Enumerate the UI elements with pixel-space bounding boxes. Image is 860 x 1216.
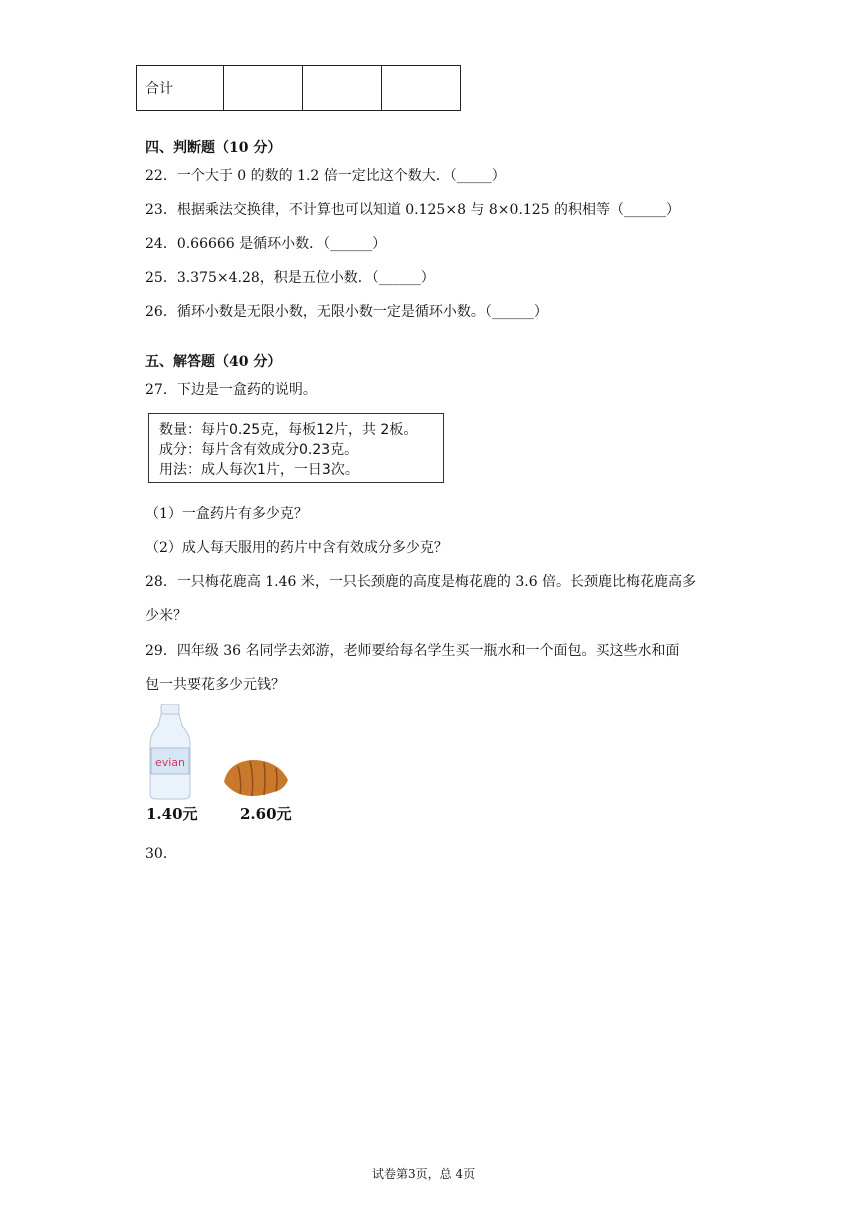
- table-cell: [224, 66, 303, 111]
- question-27-sub-2: （2）成人每天服用的药片中含有效成分多少克？: [145, 540, 448, 556]
- question-29-line-1: 29．四年级 36 名同学去郊游，老师要给每名学生买一瓶水和一个面包。买这些水和面: [145, 643, 680, 659]
- medicine-ingredient: 成分：每片含有效成分0.23克。: [159, 442, 359, 458]
- summary-table: [136, 65, 461, 111]
- question-27: 27．下边是一盒药的说明。: [145, 382, 317, 398]
- question-28-line-1: 28．一只梅花鹿高 1.46 米，一只长颈鹿的高度是梅花鹿的 3.6 倍。长颈鹿比梅花鹿高多: [145, 574, 697, 590]
- table-row: [137, 66, 461, 111]
- medicine-quantity: 数量：每片0.25克，每板12片，共 2板。: [159, 422, 418, 438]
- water-price: 1.40元: [146, 805, 198, 823]
- section-heading-answer: 五、解答题（40 分）: [145, 354, 282, 370]
- table-cell: [303, 66, 382, 111]
- question-22: 22．一个大于 0 的数的 1.2 倍一定比这个数大．（_____）: [145, 168, 506, 184]
- question-24: 24．0.66666 是循环小数．（______）: [145, 236, 387, 252]
- question-23: 23．根据乘法交换律，不计算也可以知道 0.125×8 与 8×0.125 的积相等（______）: [145, 202, 681, 218]
- question-25: 25．3.375×4.28，积是五位小数．（______）: [145, 270, 435, 286]
- bread-price: 2.60元: [240, 805, 292, 823]
- water-bottle-image: [146, 704, 194, 800]
- question-26: 26．循环小数是无限小数，无限小数一定是循环小数。（______）: [145, 304, 548, 320]
- question-27-sub-1: （1）一盒药片有多少克？: [145, 506, 308, 522]
- total-label: 合计: [137, 66, 224, 111]
- bread-image: [222, 756, 290, 798]
- question-30: 30．: [145, 846, 177, 862]
- water-brand-label: evian: [154, 756, 186, 769]
- medicine-instructions-box: [148, 413, 444, 483]
- question-29-line-2: 包一共要花多少元钱？: [145, 677, 285, 693]
- table-cell: [382, 66, 461, 111]
- section-heading-true-false: 四、判断题（10 分）: [145, 140, 282, 156]
- page-footer: 试卷第3页，总 4页: [372, 1167, 476, 1181]
- medicine-usage: 用法：成人每次1片，一日3次。: [159, 462, 359, 478]
- question-28-line-2: 少米？: [145, 608, 187, 624]
